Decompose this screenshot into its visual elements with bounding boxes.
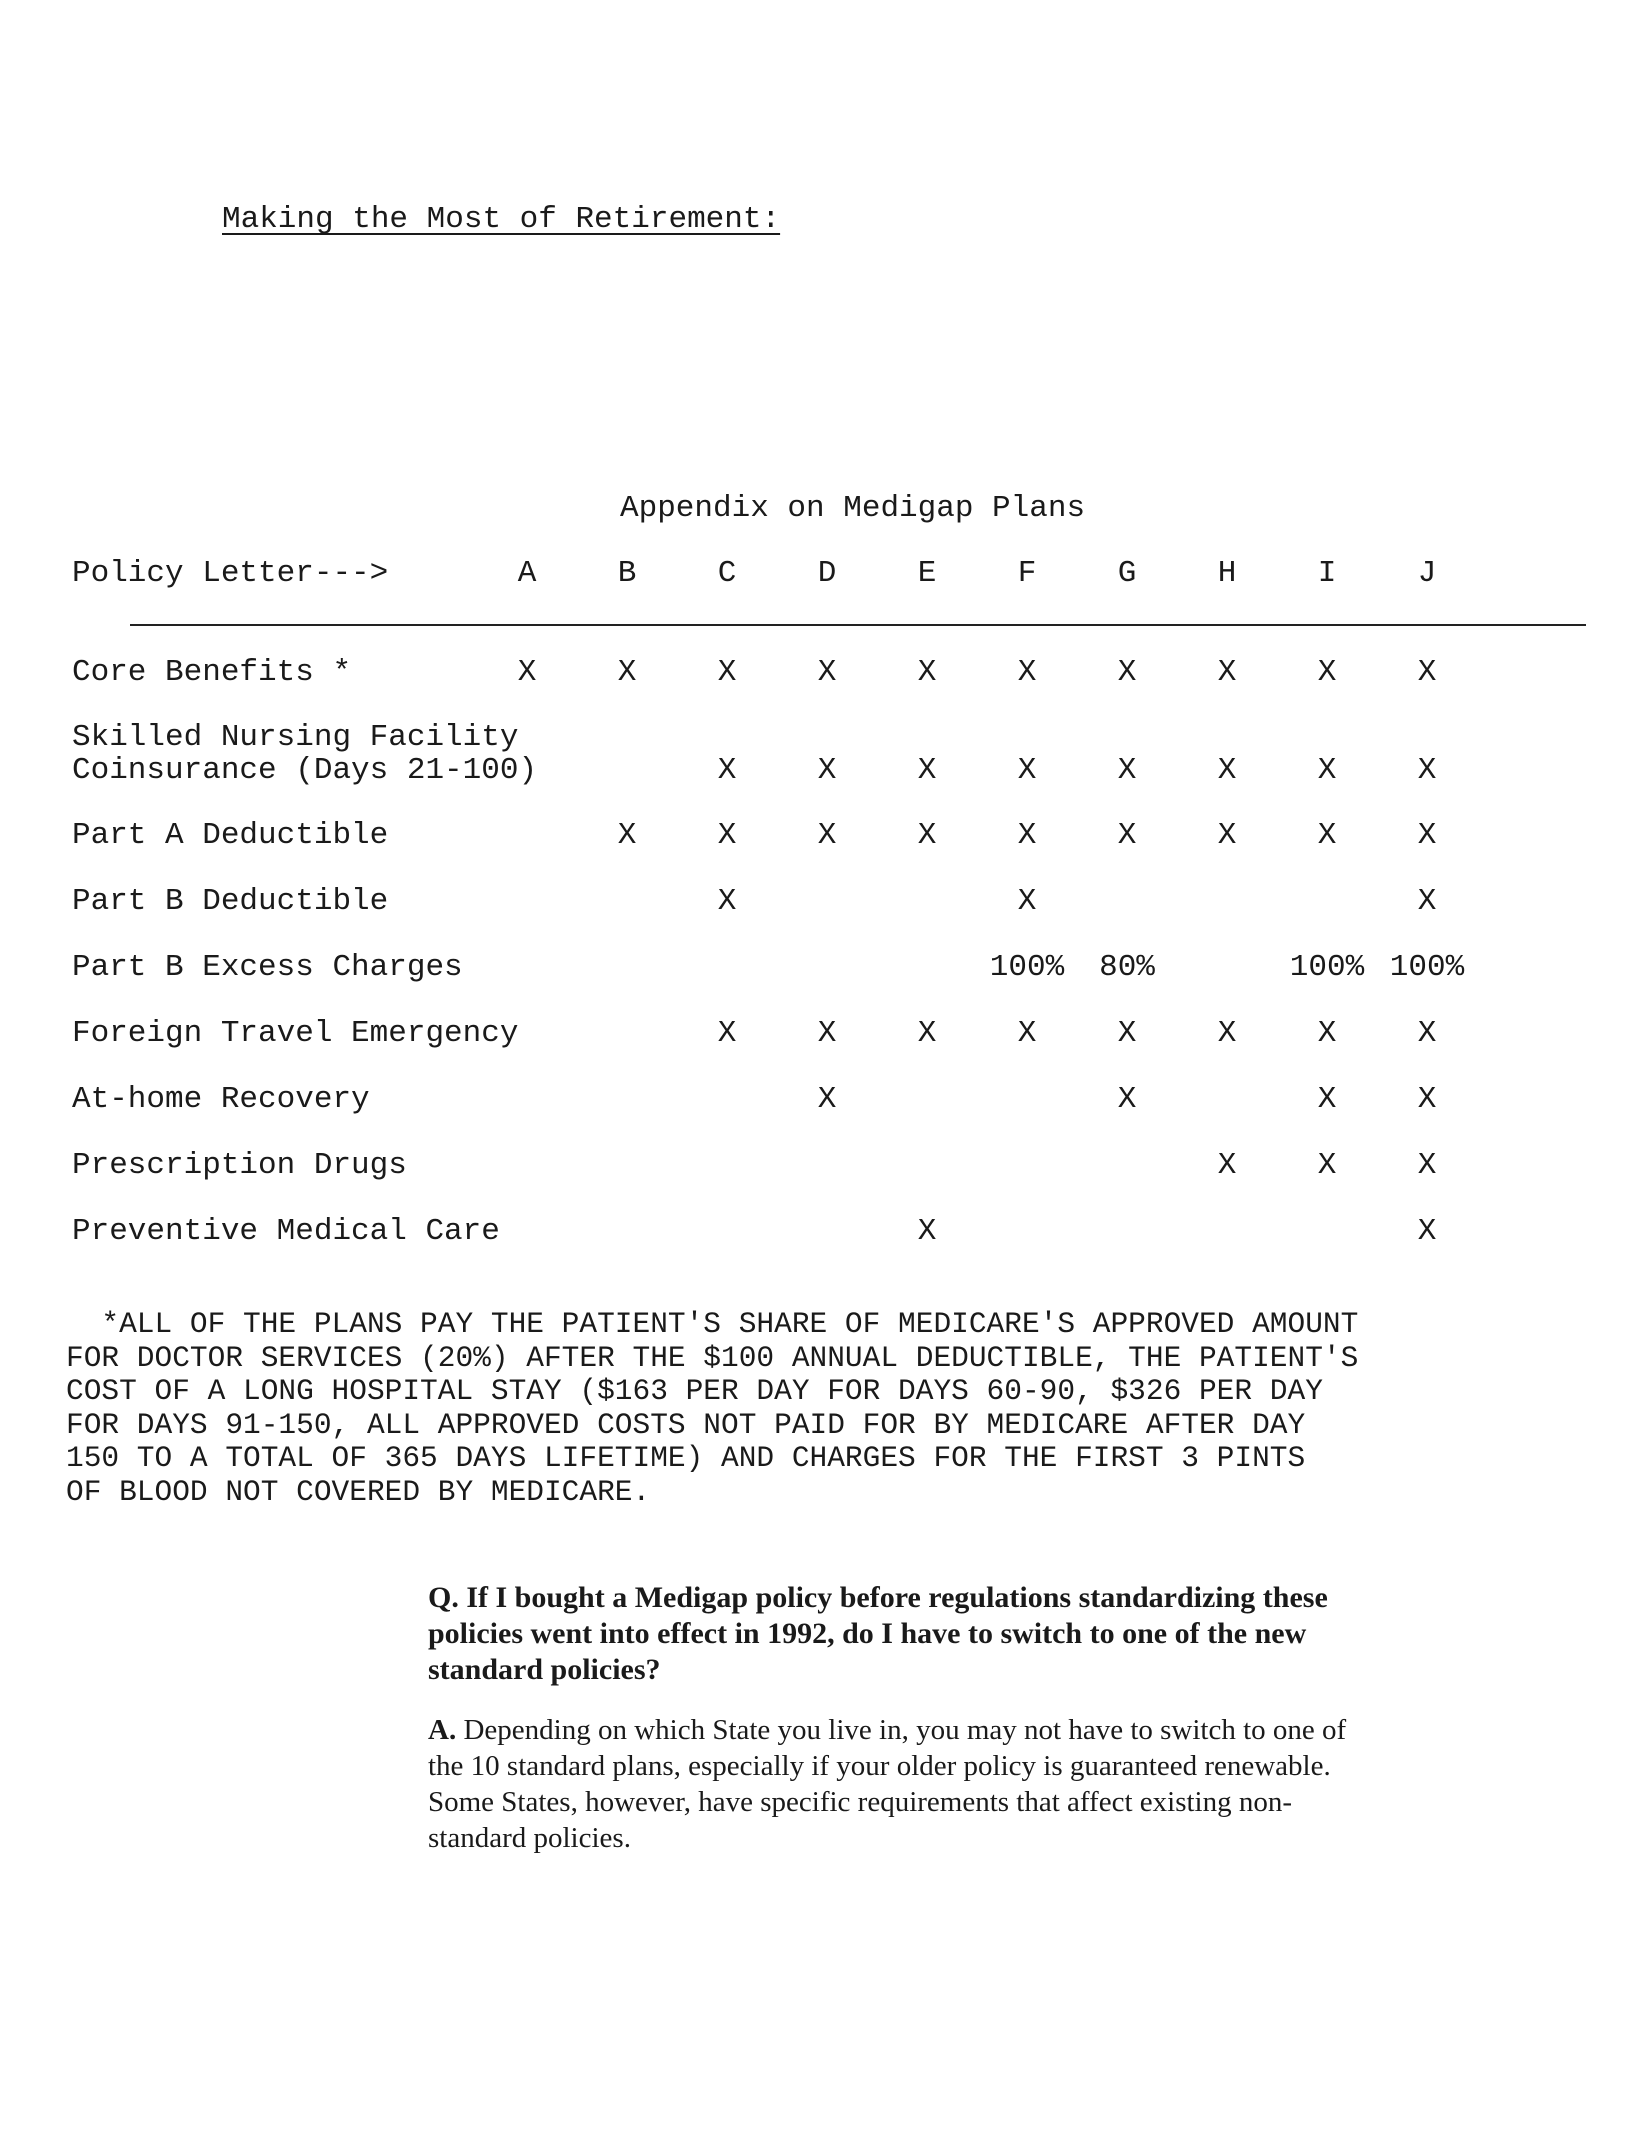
table-cell: X (1217, 1016, 1237, 1051)
column-header-h: H (1217, 556, 1237, 591)
table-cell: X (817, 753, 837, 788)
row-label-line2: Coinsurance (Days 21-100) (72, 753, 538, 788)
table-cell: X (1417, 753, 1437, 788)
table-cell: X (917, 655, 937, 690)
footnote-line: COST OF A LONG HOSPITAL STAY ($163 PER DAY FOR DAYS 60-90, $326 PER DAY (66, 1374, 1323, 1408)
footnote-line: FOR DAYS 91-150, ALL APPROVED COSTS NOT PAID FOR BY MEDICARE AFTER DAY (66, 1407, 1306, 1442)
table-cell: X (917, 1016, 937, 1051)
table-cell: X (717, 753, 737, 788)
table-cell: X (717, 1016, 737, 1051)
column-header-a: A (517, 556, 537, 591)
table-cell: X (1417, 655, 1437, 690)
table-cell: X (1117, 1016, 1137, 1051)
column-header-f: F (1017, 556, 1037, 591)
table-cell: X (1117, 655, 1137, 690)
row-label: Preventive Medical Care (72, 1214, 500, 1249)
row-label: Skilled Nursing Facility (72, 720, 519, 755)
column-header-c: C (717, 556, 737, 591)
table-cell: X (717, 818, 737, 853)
footnote-line: 150 TO A TOTAL OF 365 DAYS LIFETIME) AND CHARGES FOR THE FIRST 3 PINTS (66, 1441, 1306, 1475)
table-cell: X (1117, 1082, 1137, 1117)
table-cell: X (1317, 1016, 1337, 1051)
row-label: Core Benefits * (72, 655, 352, 690)
table-cell: X (917, 1214, 937, 1249)
answer-prefix: A. (428, 1714, 457, 1746)
table-cell: X (917, 753, 937, 788)
table-cell: X (1117, 818, 1137, 853)
table-cell: X (617, 818, 637, 853)
question-prefix: Q. (428, 1581, 459, 1614)
row-label: Foreign Travel Emergency (72, 1016, 519, 1051)
column-header-d: D (817, 556, 837, 591)
footnote-line: FOR DOCTOR SERVICES (20%) AFTER THE $100 ANNUAL DEDUCTIBLE, THE PATIENT'S (66, 1340, 1359, 1375)
footnote-line: OF BLOOD NOT COVERED BY MEDICARE. (66, 1474, 651, 1509)
table-cell: X (1217, 818, 1237, 853)
table-cell: X (1017, 884, 1037, 919)
table-cell: X (1017, 753, 1037, 788)
column-header-g: G (1117, 556, 1137, 591)
table-cell: X (1417, 1082, 1437, 1117)
table-cell: X (717, 655, 737, 690)
table-cell: X (1317, 655, 1337, 690)
row-label: Part B Excess Charges (72, 950, 463, 985)
qa-section (428, 1580, 1388, 1856)
table-cell: X (917, 818, 937, 853)
table-cell: X (1317, 818, 1337, 853)
table-cell: X (1217, 753, 1237, 788)
table-cell: X (817, 1016, 837, 1051)
table-cell: X (1017, 1016, 1037, 1051)
table-cell: X (1317, 753, 1337, 788)
table-cell: X (1417, 884, 1437, 919)
column-header-i: I (1317, 556, 1337, 591)
table-cell: X (1417, 1148, 1437, 1183)
column-header-j: J (1417, 556, 1437, 591)
table-cell: X (717, 884, 737, 919)
table-cell: X (1017, 818, 1037, 853)
table-cell: 100% (1389, 950, 1465, 985)
table-cell: X (1117, 753, 1137, 788)
table-cell: X (1217, 655, 1237, 690)
table-cell: X (1417, 1016, 1437, 1051)
table-cell: X (1317, 1082, 1337, 1117)
policy-letter-label: Policy Letter---> (72, 556, 389, 591)
table-cell: X (817, 1082, 837, 1117)
answer (428, 1712, 1388, 1856)
row-label: Prescription Drugs (72, 1148, 407, 1183)
question-text: If I bought a Medigap policy before regulations standardizing these policies went into effect in 1992, do I have to switch to one of the new standard policies? (428, 1581, 1328, 1686)
page-title: Making the Most of Retirement: (222, 202, 781, 237)
row-label: Part B Deductible (72, 884, 389, 919)
table-cell: X (817, 655, 837, 690)
table-header-divider (130, 624, 1586, 626)
table-cell: X (1017, 655, 1037, 690)
row-label: At-home Recovery (72, 1082, 370, 1117)
table-cell: X (1417, 1214, 1437, 1249)
row-label: Part A Deductible (72, 818, 389, 853)
appendix-title: Appendix on Medigap Plans (620, 491, 1086, 526)
table-cell: 80% (1099, 950, 1155, 985)
table-cell: X (617, 655, 637, 690)
table-cell: X (517, 655, 537, 690)
column-header-e: E (917, 556, 937, 591)
column-header-b: B (617, 556, 637, 591)
footnote-line: *ALL OF THE PLANS PAY THE PATIENT'S SHARE OF MEDICARE'S APPROVED AMOUNT (66, 1307, 1359, 1341)
table-cell: 100% (1289, 950, 1365, 985)
table-cell: X (817, 818, 837, 853)
question (428, 1580, 1388, 1688)
footnote (66, 1308, 1566, 1509)
table-cell: 100% (989, 950, 1065, 985)
table-cell: X (1217, 1148, 1237, 1183)
answer-text: Depending on which State you live in, you may not have to switch to one of the 10 standard plans, especially if your older policy is guaranteed renewable. Some States, however, have specific requirements that affect existing non-standard policies. (428, 1714, 1347, 1854)
table-cell: X (1417, 818, 1437, 853)
table-cell: X (1317, 1148, 1337, 1183)
